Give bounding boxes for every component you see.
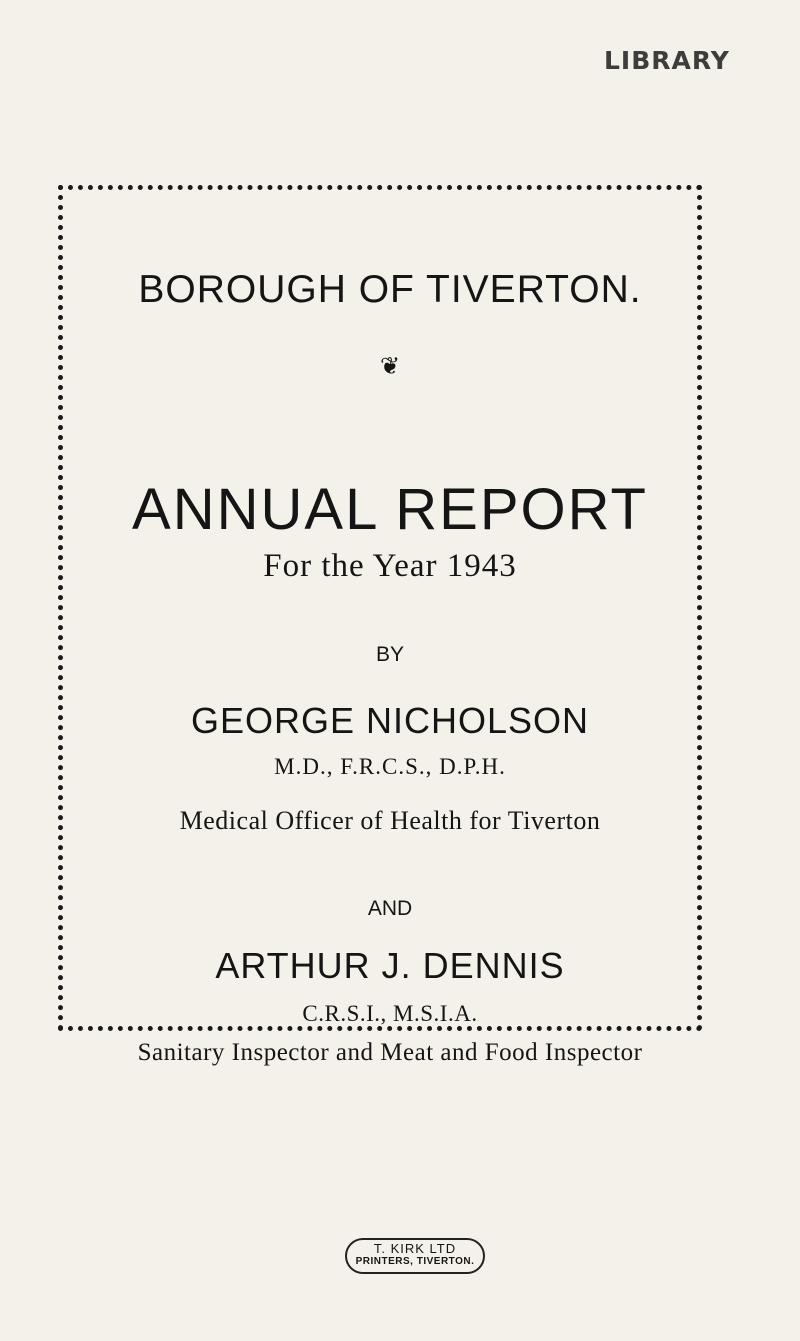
- printer-name: T. KIRK LTD: [373, 1241, 457, 1256]
- report-year: For the Year 1943: [263, 548, 517, 584]
- borough-heading: BOROUGH OF TIVERTON.: [138, 268, 642, 311]
- printer-place: PRINTERS, TIVERTON.: [355, 1256, 475, 1267]
- library-stamp: LIBRARY: [604, 46, 730, 75]
- author-name-2: ARTHUR J. DENNIS: [215, 945, 565, 986]
- author-qualifications-1: M.D., F.R.C.S., D.P.H.: [274, 754, 506, 779]
- author-name-1: GEORGE NICHOLSON: [190, 700, 590, 741]
- report-title: ANNUAL REPORT: [132, 477, 648, 542]
- printer-imprint: [345, 1238, 485, 1274]
- and-label: AND: [367, 897, 413, 920]
- by-label: BY: [375, 643, 404, 666]
- ornament-icon: ❦: [379, 352, 401, 380]
- author-role-2: Sanitary Inspector and Meat and Food Inspector: [137, 1039, 643, 1066]
- author-role-1: Medical Officer of Health for Tiverton: [179, 806, 601, 835]
- author-qualifications-2: C.R.S.I., M.S.I.A.: [302, 1001, 478, 1026]
